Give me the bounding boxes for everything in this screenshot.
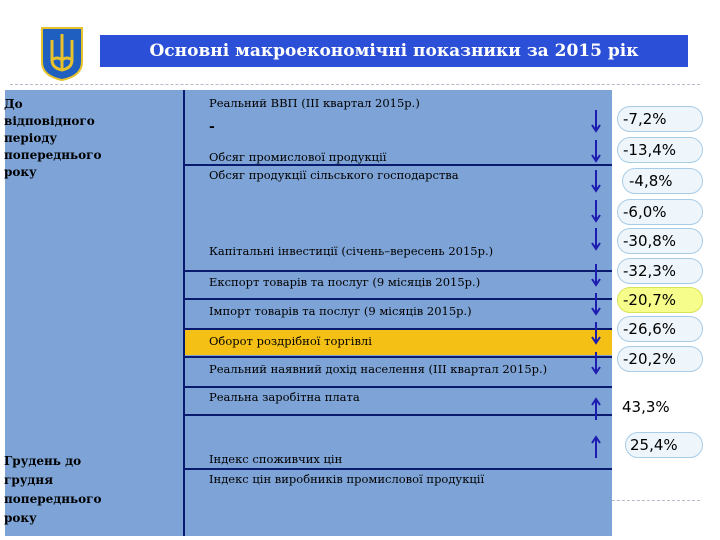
arrow-down-icon [590, 320, 602, 346]
value-agriculture: -4,8% [622, 168, 703, 194]
value-retail-turnover: -26,6% [617, 316, 703, 342]
period-label-prev-year: До відповідного періоду попереднього року [4, 97, 102, 179]
value-exports: -32,3% [617, 258, 703, 284]
arrow-down-icon [590, 226, 602, 252]
row-label-retail-turnover: Оборот роздрібної торгівлі [209, 334, 372, 348]
row-separator [185, 164, 612, 166]
row-separator [185, 356, 612, 358]
arrow-down-icon [590, 262, 602, 288]
page-title: Основні макроекономічні показники за 2015 рік [100, 35, 688, 67]
row-label-exports: Експорт товарів та послуг (9 місяців 2015р.) [209, 275, 481, 289]
row-label-gdp: Реальний ВВП (ІІІ квартал 2015р.) [209, 96, 420, 110]
row-label-agriculture: Обсяг продукції сільського господарства [209, 168, 459, 182]
row-label-capital-investment: Капітальні інвестиції (січень–вересень 2015р.) [209, 244, 494, 258]
value-agriculture-2: -6,0% [617, 199, 703, 225]
arrow-up-icon [590, 434, 602, 460]
top-dashed-divider [10, 84, 700, 85]
arrow-down-icon [590, 198, 602, 224]
arrow-down-icon [590, 108, 602, 134]
arrow-down-icon [590, 168, 602, 194]
row-label-imports: Імпорт товарів та послуг (9 місяців 2015р.) [209, 304, 472, 318]
row-label-cpi: Індекс споживчих цін [209, 452, 343, 466]
arrow-down-icon [590, 350, 602, 376]
row-separator [185, 328, 612, 330]
period-label-dec-to-dec: Грудень до грудня попереднього року [4, 454, 102, 525]
row-label-real-wages: Реальна заробітна плата [209, 390, 360, 404]
value-capital-investment: -30,8% [617, 228, 703, 254]
value-cpi: 43,3% [622, 398, 670, 416]
row-label-disposable-income: Реальний наявний дохід населення (ІІІ квартал 2015р.) [209, 362, 548, 376]
row-separator [185, 270, 612, 272]
value-imports: -20,7% [617, 287, 703, 313]
value-industrial-output: -13,4% [617, 137, 703, 163]
row-separator [185, 298, 612, 300]
stray-dash: - [209, 119, 215, 135]
coat-of-arms-icon [40, 26, 84, 82]
row-separator [185, 468, 612, 470]
value-ppi: 25,4% [625, 432, 703, 458]
value-gdp: -7,2% [617, 106, 703, 132]
row-separator [185, 414, 612, 416]
row-label-ppi: Індекс цін виробників промислової продукції [209, 472, 485, 486]
row-label-industrial-output: Обсяг промислової продукції [209, 150, 387, 164]
row-separator [185, 386, 612, 388]
value-disposable-income: -20,2% [617, 346, 703, 372]
arrow-down-icon [590, 291, 602, 317]
arrow-down-icon [590, 138, 602, 164]
arrow-up-icon [590, 396, 602, 422]
